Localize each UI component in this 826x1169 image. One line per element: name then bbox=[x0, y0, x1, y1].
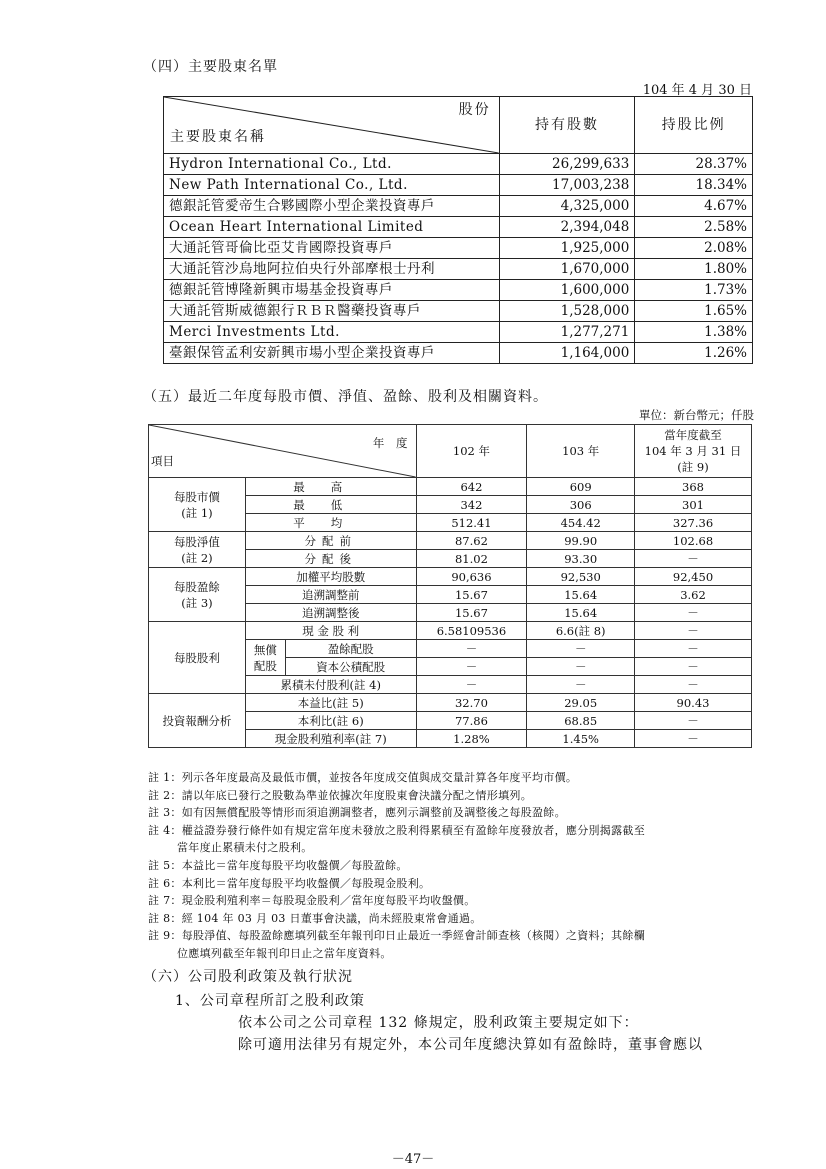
financial-corner-cell bbox=[149, 425, 417, 478]
note-9: 註 9：每股淨值、每股盈餘應填列截至年報刊印日止最近一季經會計師查核（核閱）之資料；其餘欄 bbox=[148, 929, 645, 943]
shareholder-table bbox=[163, 96, 753, 364]
holding-ratio: 1.65% bbox=[635, 301, 753, 322]
cell-current: － bbox=[635, 712, 752, 730]
shares-held: 1,600,000 bbox=[499, 280, 635, 301]
section4-date: 104 年 4 月 30 日 bbox=[642, 83, 752, 98]
cell-103: － bbox=[527, 676, 635, 694]
note-4-continued: 當年度止累積未付之股利。 bbox=[177, 841, 313, 855]
cell-102: － bbox=[416, 676, 527, 694]
holding-ratio: 1.26% bbox=[635, 343, 753, 364]
row-label: 追溯調整前 bbox=[245, 586, 416, 604]
notes-block bbox=[148, 769, 758, 963]
section5-unit: 單位：新台幣元；仟股 bbox=[639, 408, 754, 422]
row-label: 分配前 bbox=[245, 532, 416, 550]
shares-held: 4,325,000 bbox=[499, 196, 635, 217]
shareholder-name: 德銀託管愛帝生合夥國際小型企業投資專戶 bbox=[164, 196, 500, 217]
cell-102: 15.67 bbox=[416, 604, 527, 622]
shares-held: 1,528,000 bbox=[499, 301, 635, 322]
row-label: 最高 bbox=[245, 478, 416, 496]
cell-current: 301 bbox=[635, 496, 752, 514]
cell-current: 3.62 bbox=[635, 586, 752, 604]
holding-ratio: 2.58% bbox=[635, 217, 753, 238]
holding-ratio: 1.80% bbox=[635, 259, 753, 280]
section5-title: （五）最近二年度每股市價、淨值、盈餘、股利及相關資料。 bbox=[143, 389, 548, 405]
table-row bbox=[149, 568, 752, 586]
group-note: (註 1) bbox=[181, 505, 213, 520]
shareholder-name: 大通託管哥倫比亞艾肯國際投資專戶 bbox=[164, 238, 500, 259]
cell-102: 1.28% bbox=[416, 730, 527, 748]
cell-current: － bbox=[635, 622, 752, 640]
financial-table bbox=[148, 424, 752, 748]
holding-ratio: 18.34% bbox=[635, 175, 753, 196]
current-header-line2: 104 年 3 月 31 日 bbox=[644, 444, 742, 458]
row-label: 分配後 bbox=[245, 550, 416, 568]
table-row bbox=[164, 259, 753, 280]
section6-title: （六）公司股利政策及執行狀況 bbox=[143, 969, 353, 985]
col-header-ratio: 持股比例 bbox=[635, 97, 753, 154]
cell-102: 512.41 bbox=[416, 514, 527, 532]
shares-held: 1,277,271 bbox=[499, 322, 635, 343]
col-header-102: 102 年 bbox=[416, 425, 527, 478]
note-3: 註 3：如有因無償配股等情形而須追溯調整者，應列示調整前及調整後之每股盈餘。 bbox=[148, 806, 566, 820]
table-row bbox=[164, 280, 753, 301]
shares-held: 2,394,048 bbox=[499, 217, 635, 238]
group-market-price bbox=[149, 478, 246, 532]
cell-current: 102.68 bbox=[635, 532, 752, 550]
cell-103: 92,530 bbox=[527, 568, 635, 586]
holding-ratio: 1.38% bbox=[635, 322, 753, 343]
stock-dividend-label bbox=[245, 640, 285, 676]
group-dividend: 每股股利 bbox=[149, 622, 246, 694]
row-label: 平均 bbox=[245, 514, 416, 532]
cell-current: － bbox=[635, 640, 752, 658]
cell-103: － bbox=[527, 640, 635, 658]
note-8: 註 8：經 104 年 03 月 03 日董事會決議，尚未經股東常會通過。 bbox=[148, 911, 482, 925]
row-label: 加權平均股數 bbox=[245, 568, 416, 586]
holding-ratio: 4.67% bbox=[635, 196, 753, 217]
page-number: －47－ bbox=[391, 1152, 435, 1167]
table-row bbox=[164, 154, 753, 175]
table-row bbox=[149, 694, 752, 712]
cell-102: 32.70 bbox=[416, 694, 527, 712]
shareholder-header-row bbox=[164, 97, 753, 154]
holding-ratio: 2.08% bbox=[635, 238, 753, 259]
shares-held: 1,925,000 bbox=[499, 238, 635, 259]
shareholder-name: 大通託管沙烏地阿拉伯央行外部摩根士丹利 bbox=[164, 259, 500, 280]
shareholder-name: 大通託管斯威德銀行ＲＢＲ醫藥投資專戶 bbox=[164, 301, 500, 322]
note-2: 註 2：請以年底已發行之股數為準並依據次年度股東會決議分配之情形填列。 bbox=[148, 788, 532, 802]
holding-ratio: 1.73% bbox=[635, 280, 753, 301]
cell-current: 90.43 bbox=[635, 694, 752, 712]
cell-103: 68.85 bbox=[527, 712, 635, 730]
stock-label-line1: 無償 bbox=[253, 642, 277, 657]
section6-subheading: 1、公司章程所訂之股利政策 bbox=[175, 993, 365, 1009]
row-label: 最低 bbox=[245, 496, 416, 514]
note-9-continued: 位應填列截至年報刊印日止之當年度資料。 bbox=[177, 946, 392, 960]
group-eps bbox=[149, 568, 246, 622]
table-row bbox=[149, 622, 752, 640]
row-label: 本益比(註 5) bbox=[245, 694, 416, 712]
corner-label-shares: 股份 bbox=[458, 102, 491, 118]
note-4: 註 4：權益證券發行條件如有規定當年度未發放之股利得累積至有盈餘年度發放者，應分別揭露截至 bbox=[148, 823, 645, 837]
holding-ratio: 28.37% bbox=[635, 154, 753, 175]
group-label: 每股淨值 bbox=[173, 534, 220, 549]
cell-102: 81.02 bbox=[416, 550, 527, 568]
table-row bbox=[164, 238, 753, 259]
table-row bbox=[164, 301, 753, 322]
corner-label-item: 項目 bbox=[151, 454, 174, 468]
cell-102: 87.62 bbox=[416, 532, 527, 550]
corner-label-name: 主要股東名稱 bbox=[170, 129, 266, 145]
cell-current: － bbox=[635, 550, 752, 568]
table-row bbox=[149, 478, 752, 496]
cell-current: － bbox=[635, 658, 752, 676]
corner-label-year: 年 度 bbox=[372, 436, 412, 450]
cell-102: 77.86 bbox=[416, 712, 527, 730]
note-5: 註 5：本益比＝當年度每股平均收盤價／每股盈餘。 bbox=[148, 858, 408, 872]
cell-current: － bbox=[635, 604, 752, 622]
cell-current: 368 bbox=[635, 478, 752, 496]
shares-held: 17,003,238 bbox=[499, 175, 635, 196]
cell-103: 15.64 bbox=[527, 586, 635, 604]
row-label: 現金股利殖利率(註 7) bbox=[245, 730, 416, 748]
col-header-current bbox=[635, 425, 752, 478]
note-6: 註 6：本利比＝當年度每股平均收盤價／每股現金股利。 bbox=[148, 876, 431, 890]
group-label: 每股盈餘 bbox=[173, 579, 220, 594]
row-label: 累積未付股利(註 4) bbox=[245, 676, 416, 694]
group-note: (註 3) bbox=[181, 595, 213, 610]
note-7: 註 7：現金股利殖利率＝每股現金股利／當年度每股平均收盤價。 bbox=[148, 894, 476, 908]
row-label: 追溯調整後 bbox=[245, 604, 416, 622]
cell-current: 327.36 bbox=[635, 514, 752, 532]
cell-current: － bbox=[635, 676, 752, 694]
cell-103: 306 bbox=[527, 496, 635, 514]
section4-title: （四）主要股東名單 bbox=[143, 59, 278, 75]
table-row bbox=[164, 175, 753, 196]
section6-paragraph-1: 依本公司之公司章程 132 條規定，股利政策主要規定如下： bbox=[238, 1015, 639, 1031]
cell-103: 1.45% bbox=[527, 730, 635, 748]
shareholder-name: New Path International Co., Ltd. bbox=[164, 175, 500, 196]
cell-102: 642 bbox=[416, 478, 527, 496]
cell-103: 6.6(註 8) bbox=[527, 622, 635, 640]
group-label: 每股市價 bbox=[173, 489, 220, 504]
stock-label-line2: 配股 bbox=[253, 658, 277, 673]
current-header-line1: 當年度截至 bbox=[664, 428, 722, 442]
cell-current: － bbox=[635, 730, 752, 748]
table-row bbox=[164, 322, 753, 343]
cell-103: 93.30 bbox=[527, 550, 635, 568]
shareholder-name: 德銀託管博隆新興市場基金投資專戶 bbox=[164, 280, 500, 301]
cell-103: 29.05 bbox=[527, 694, 635, 712]
row-label: 現 金 股 利 bbox=[245, 622, 416, 640]
cell-102: － bbox=[416, 640, 527, 658]
cell-103: 609 bbox=[527, 478, 635, 496]
shareholder-corner-cell bbox=[164, 97, 500, 154]
table-row bbox=[149, 532, 752, 550]
shareholder-name: Merci Investments Ltd. bbox=[164, 322, 500, 343]
shares-held: 1,164,000 bbox=[499, 343, 635, 364]
financial-header-row bbox=[149, 425, 752, 478]
cell-103: 99.90 bbox=[527, 532, 635, 550]
table-row bbox=[164, 343, 753, 364]
shareholder-name: 臺銀保管孟利安新興市場小型企業投資專戶 bbox=[164, 343, 500, 364]
cell-102: 342 bbox=[416, 496, 527, 514]
cell-102: 6.58109536 bbox=[416, 622, 527, 640]
table-row bbox=[164, 217, 753, 238]
cell-current: 92,450 bbox=[635, 568, 752, 586]
table-row bbox=[164, 196, 753, 217]
group-net-value bbox=[149, 532, 246, 568]
col-header-103: 103 年 bbox=[527, 425, 635, 478]
cell-103: 15.64 bbox=[527, 604, 635, 622]
shareholder-name: Ocean Heart International Limited bbox=[164, 217, 500, 238]
shareholder-name: Hydron International Co., Ltd. bbox=[164, 154, 500, 175]
section6-paragraph-2: 除可適用法律另有規定外，本公司年度總決算如有盈餘時，董事會應以 bbox=[238, 1037, 703, 1053]
current-header-line3: (註 9) bbox=[677, 460, 709, 474]
cell-103: 454.42 bbox=[527, 514, 635, 532]
cell-102: 15.67 bbox=[416, 586, 527, 604]
cell-103: － bbox=[527, 658, 635, 676]
shares-held: 1,670,000 bbox=[499, 259, 635, 280]
group-return-analysis: 投資報酬分析 bbox=[149, 694, 246, 748]
row-label: 資本公積配股 bbox=[285, 658, 416, 676]
group-note: (註 2) bbox=[181, 550, 213, 565]
shares-held: 26,299,633 bbox=[499, 154, 635, 175]
note-1: 註 1：列示各年度最高及最低市價，並按各年度成交值與成交量計算各年度平均市價。 bbox=[148, 771, 578, 784]
col-header-shares: 持有股數 bbox=[499, 97, 635, 154]
cell-102: 90,636 bbox=[416, 568, 527, 586]
row-label: 盈餘配股 bbox=[285, 640, 416, 658]
row-label: 本利比(註 6) bbox=[245, 712, 416, 730]
cell-102: － bbox=[416, 658, 527, 676]
